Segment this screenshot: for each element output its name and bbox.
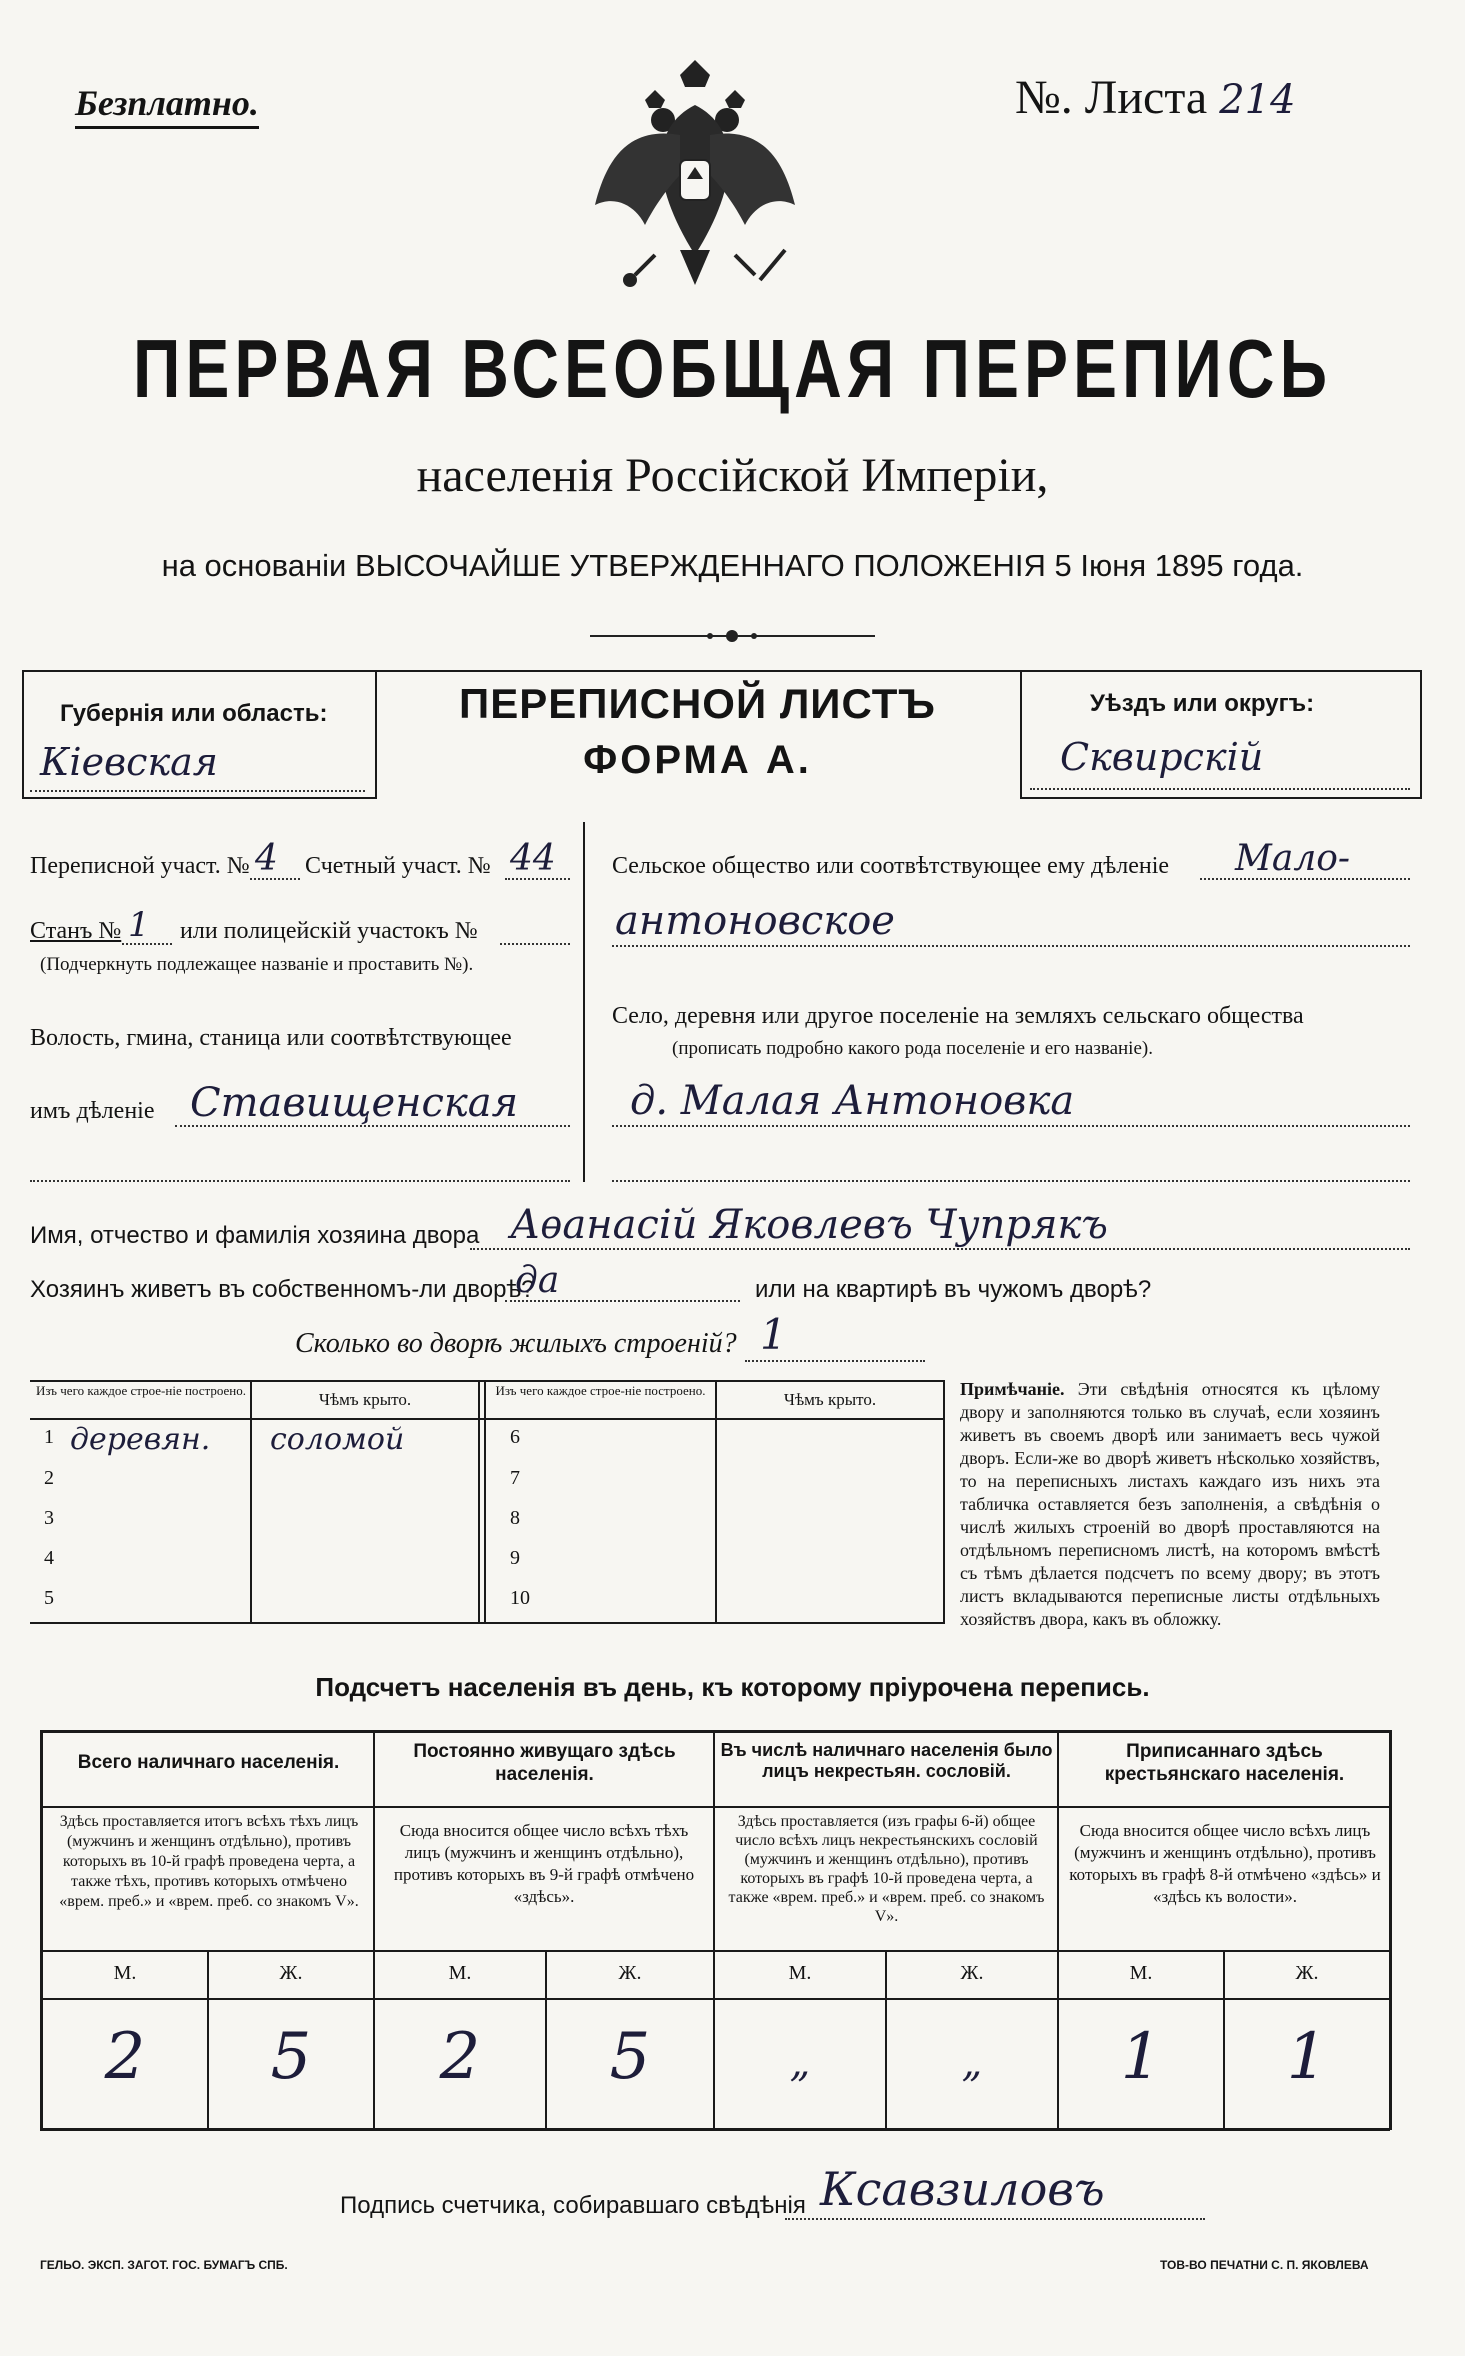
table-row: 8 (510, 1507, 520, 1529)
buildings-count-label: Сколько во дворѣ жилыхъ строеній? (295, 1328, 737, 1359)
zh-label: Ж. (960, 1962, 984, 1984)
buildings-count-value: 1 (760, 1310, 787, 1359)
society-value: Мало- (1235, 838, 1351, 879)
sheet-label-text: №. Листа (1015, 71, 1208, 124)
remark-text: Эти свѣдѣнія относятся къ цѣлому двору и заполняются только въ случаѣ, если хозяинъ живетъ въ своемъ дворѣ или занимаетъ весь чужой дворъ. Если-же во дворѣ живетъ нѣсколько хозяйствъ, то на переписныхъ листахъ каждаго изъ нихъ эта табличка оставляется безъ заполненія, а свѣдѣнія о числѣ жилыхъ строеній во дворѣ проставляются на отдѣльномъ переписномъ листѣ, на которомъ вмѣстѣ съ тѣмъ дѣлается подсчетъ по всему двору; въ этотъ листъ вкладываются переписные листы отдѣльныхъ хозяйствъ двора, какъ въ обложку. (960, 1379, 1381, 1629)
table-row: 1 (44, 1426, 54, 1448)
uezd-label: Уѣздъ или округъ: (1090, 690, 1315, 717)
society-value-2: антоновское (615, 898, 895, 944)
nonpeasant-male-value: „ (789, 2040, 811, 2086)
table-row: 7 (510, 1467, 520, 1489)
total-male-value: 2 (104, 2020, 146, 2094)
volost-label-2: имъ дѣленіе (30, 1098, 155, 1124)
remark-title: Примѣчаніе. (960, 1379, 1065, 1399)
stan-value: 1 (128, 905, 150, 945)
table-row: 5 (44, 1587, 54, 1609)
col-roof-header: Чѣмъ крыто. (318, 1390, 412, 1409)
peasant-female-value: 1 (1286, 2020, 1328, 2094)
permanent-male-value: 2 (439, 2020, 481, 2094)
village-label: Село, деревня или другое поселеніе на земляхъ сельскаго общества (612, 1003, 1304, 1029)
nonpeasant-female-value: „ (961, 2040, 983, 2086)
basis-line: на основаніи ВЫСОЧАЙШЕ УТВЕРЖДЕННАГО ПОЛОЖЕНІЯ 5 Іюня 1895 года. (161, 548, 1304, 583)
page-title: ПЕРВАЯ ВСЕОБЩАЯ ПЕРЕПИСЬ (132, 321, 1333, 415)
count-title: Подсчетъ населенія въ день, къ которому пріурочена перепись. (315, 1672, 1150, 1702)
imperial-eagle-emblem (585, 55, 805, 305)
society-label: Сельское общество или соотвѣтствующее ему дѣленіе (612, 853, 1170, 879)
table-row: 4 (44, 1547, 54, 1569)
village-value: д. Малая Антоновка (630, 1078, 1075, 1124)
zh-label: Ж. (1295, 1962, 1319, 1984)
village-note: (прописать подробно какого рода поселеніе и его названіе). (672, 1038, 1153, 1059)
m-label: М. (1129, 1962, 1153, 1984)
table-row: 2 (44, 1467, 54, 1489)
free-label: Безплатно. (75, 82, 259, 129)
page-subtitle: населенія Россійской Имперіи, (416, 449, 1049, 502)
signature-value: Ксавзиловъ (820, 2162, 1105, 2216)
count-col-desc-nonpeasant: Здѣсь проставляется (изъ графы 6-й) общее число всѣхъ лицъ некрестьянскихъ сословій (мужчинъ и женщинъ отдѣльно), противъ которыхъ въ графѣ 10-й проведена черта, а также «врем. преб.» и «врем. преб. со знакомъ V». (728, 1813, 1045, 1925)
table-row: 6 (510, 1426, 520, 1448)
count-col-head-peasant: Приписаннаго здѣсь крестьянскаго населенія. (1104, 1741, 1345, 1785)
volost-label: Волость, гмина, станица или соотвѣтствующее (30, 1025, 512, 1051)
count-col-desc-peasant: Сюда вносится общее число всѣхъ лицъ (мужчинъ и женщинъ отдѣльно), противъ которыхъ въ графѣ 8-й отмѣчено «здѣсь» и «здѣсь къ волости». (1069, 1821, 1381, 1906)
census-area-label: Переписной участ. № (30, 853, 250, 879)
table-row: 10 (510, 1587, 530, 1609)
col-material-header-2: Изъ чего каждое строе-ніе построено. (495, 1383, 706, 1398)
count-col-head-total: Всего наличнаго населенія. (77, 1752, 340, 1773)
owner-name-value: Аѳанасій Яковлевъ Чупрякъ (510, 1202, 1108, 1248)
signature-label: Подпись счетчика, собиравшаго свѣдѣнія (340, 2192, 806, 2219)
printer-right: ТОВ-ВО ПЕЧАТНИ С. П. ЯКОВЛЕВА (1160, 2258, 1369, 2272)
remark-note (960, 1378, 1380, 1631)
m-label: М. (788, 1962, 812, 1984)
count-area-label: Счетный участ. № (305, 853, 491, 879)
gubernia-value: Кіевская (40, 740, 218, 784)
col-roof-header-2: Чѣмъ крыто. (783, 1390, 877, 1409)
zh-label: Ж. (618, 1962, 642, 1984)
m-label: М. (113, 1962, 137, 1984)
total-female-value: 5 (270, 2020, 312, 2094)
ornament-divider (590, 628, 875, 644)
building-roof-value: соломой (270, 1422, 405, 1457)
count-col-desc-permanent: Сюда вносится общее число всѣхъ тѣхъ лицъ (мужчинъ и женщинъ отдѣльно), противъ которыхъ въ 9-й графѣ отмѣчено «здѣсь». (393, 1821, 695, 1906)
form-title: ПЕРЕПИСНОЙ ЛИСТЪ (459, 680, 936, 727)
gubernia-label: Губернія или область: (60, 700, 328, 727)
permanent-female-value: 5 (609, 2020, 651, 2094)
count-area-value: 44 (510, 838, 556, 879)
count-col-head-permanent: Постоянно живущаго здѣсь населенія. (413, 1741, 676, 1785)
zh-label: Ж. (279, 1962, 303, 1984)
form-name: ФОРМА А. (583, 738, 812, 782)
col-material-header: Изъ чего каждое строе-ніе построено. (36, 1383, 246, 1398)
rent-yard-label: или на квартирѣ въ чужомъ дворѣ? (755, 1276, 1152, 1303)
count-col-desc-total: Здѣсь проставляется итогъ всѣхъ тѣхъ лицъ (мужчинъ и женщинъ отдѣльно), противъ которыхъ въ 10-й графѣ проведена черта, а также тѣхъ, противъ которыхъ отмѣчено «врем. преб.» и «врем. преб. со знакомъ V». (59, 1813, 359, 1910)
own-yard-value: да (515, 1260, 560, 1301)
table-row: 3 (44, 1507, 54, 1529)
stan-label: Станъ № (30, 918, 122, 944)
police-label: или полицейскій участокъ № (180, 918, 478, 944)
printer-left: ГЕЛЬО. ЭКСП. ЗАГОТ. ГОС. БУМАГЪ СПБ. (40, 2258, 288, 2272)
volost-value: Ставищенская (190, 1080, 519, 1126)
uezd-value: Сквирскій (1060, 735, 1264, 779)
sheet-number-value: 214 (1219, 77, 1296, 123)
table-row: 9 (510, 1547, 520, 1569)
sheet-number-label (1015, 70, 1296, 125)
count-col-head-nonpeasant: Въ числѣ наличнаго населенія было лицъ некрестьян. сословій. (720, 1740, 1053, 1781)
m-label: М. (448, 1962, 472, 1984)
own-yard-label: Хозяинъ живетъ въ собственномъ-ли дворѣ? (30, 1276, 535, 1303)
peasant-male-value: 1 (1120, 2020, 1162, 2094)
building-material-value: деревян. (70, 1422, 211, 1457)
owner-name-label: Имя, отчество и фамилія хозяина двора (30, 1222, 480, 1249)
underline-note: (Подчеркнуть подлежащее названіе и проставить №). (40, 954, 474, 975)
census-area-value: 4 (255, 838, 278, 879)
